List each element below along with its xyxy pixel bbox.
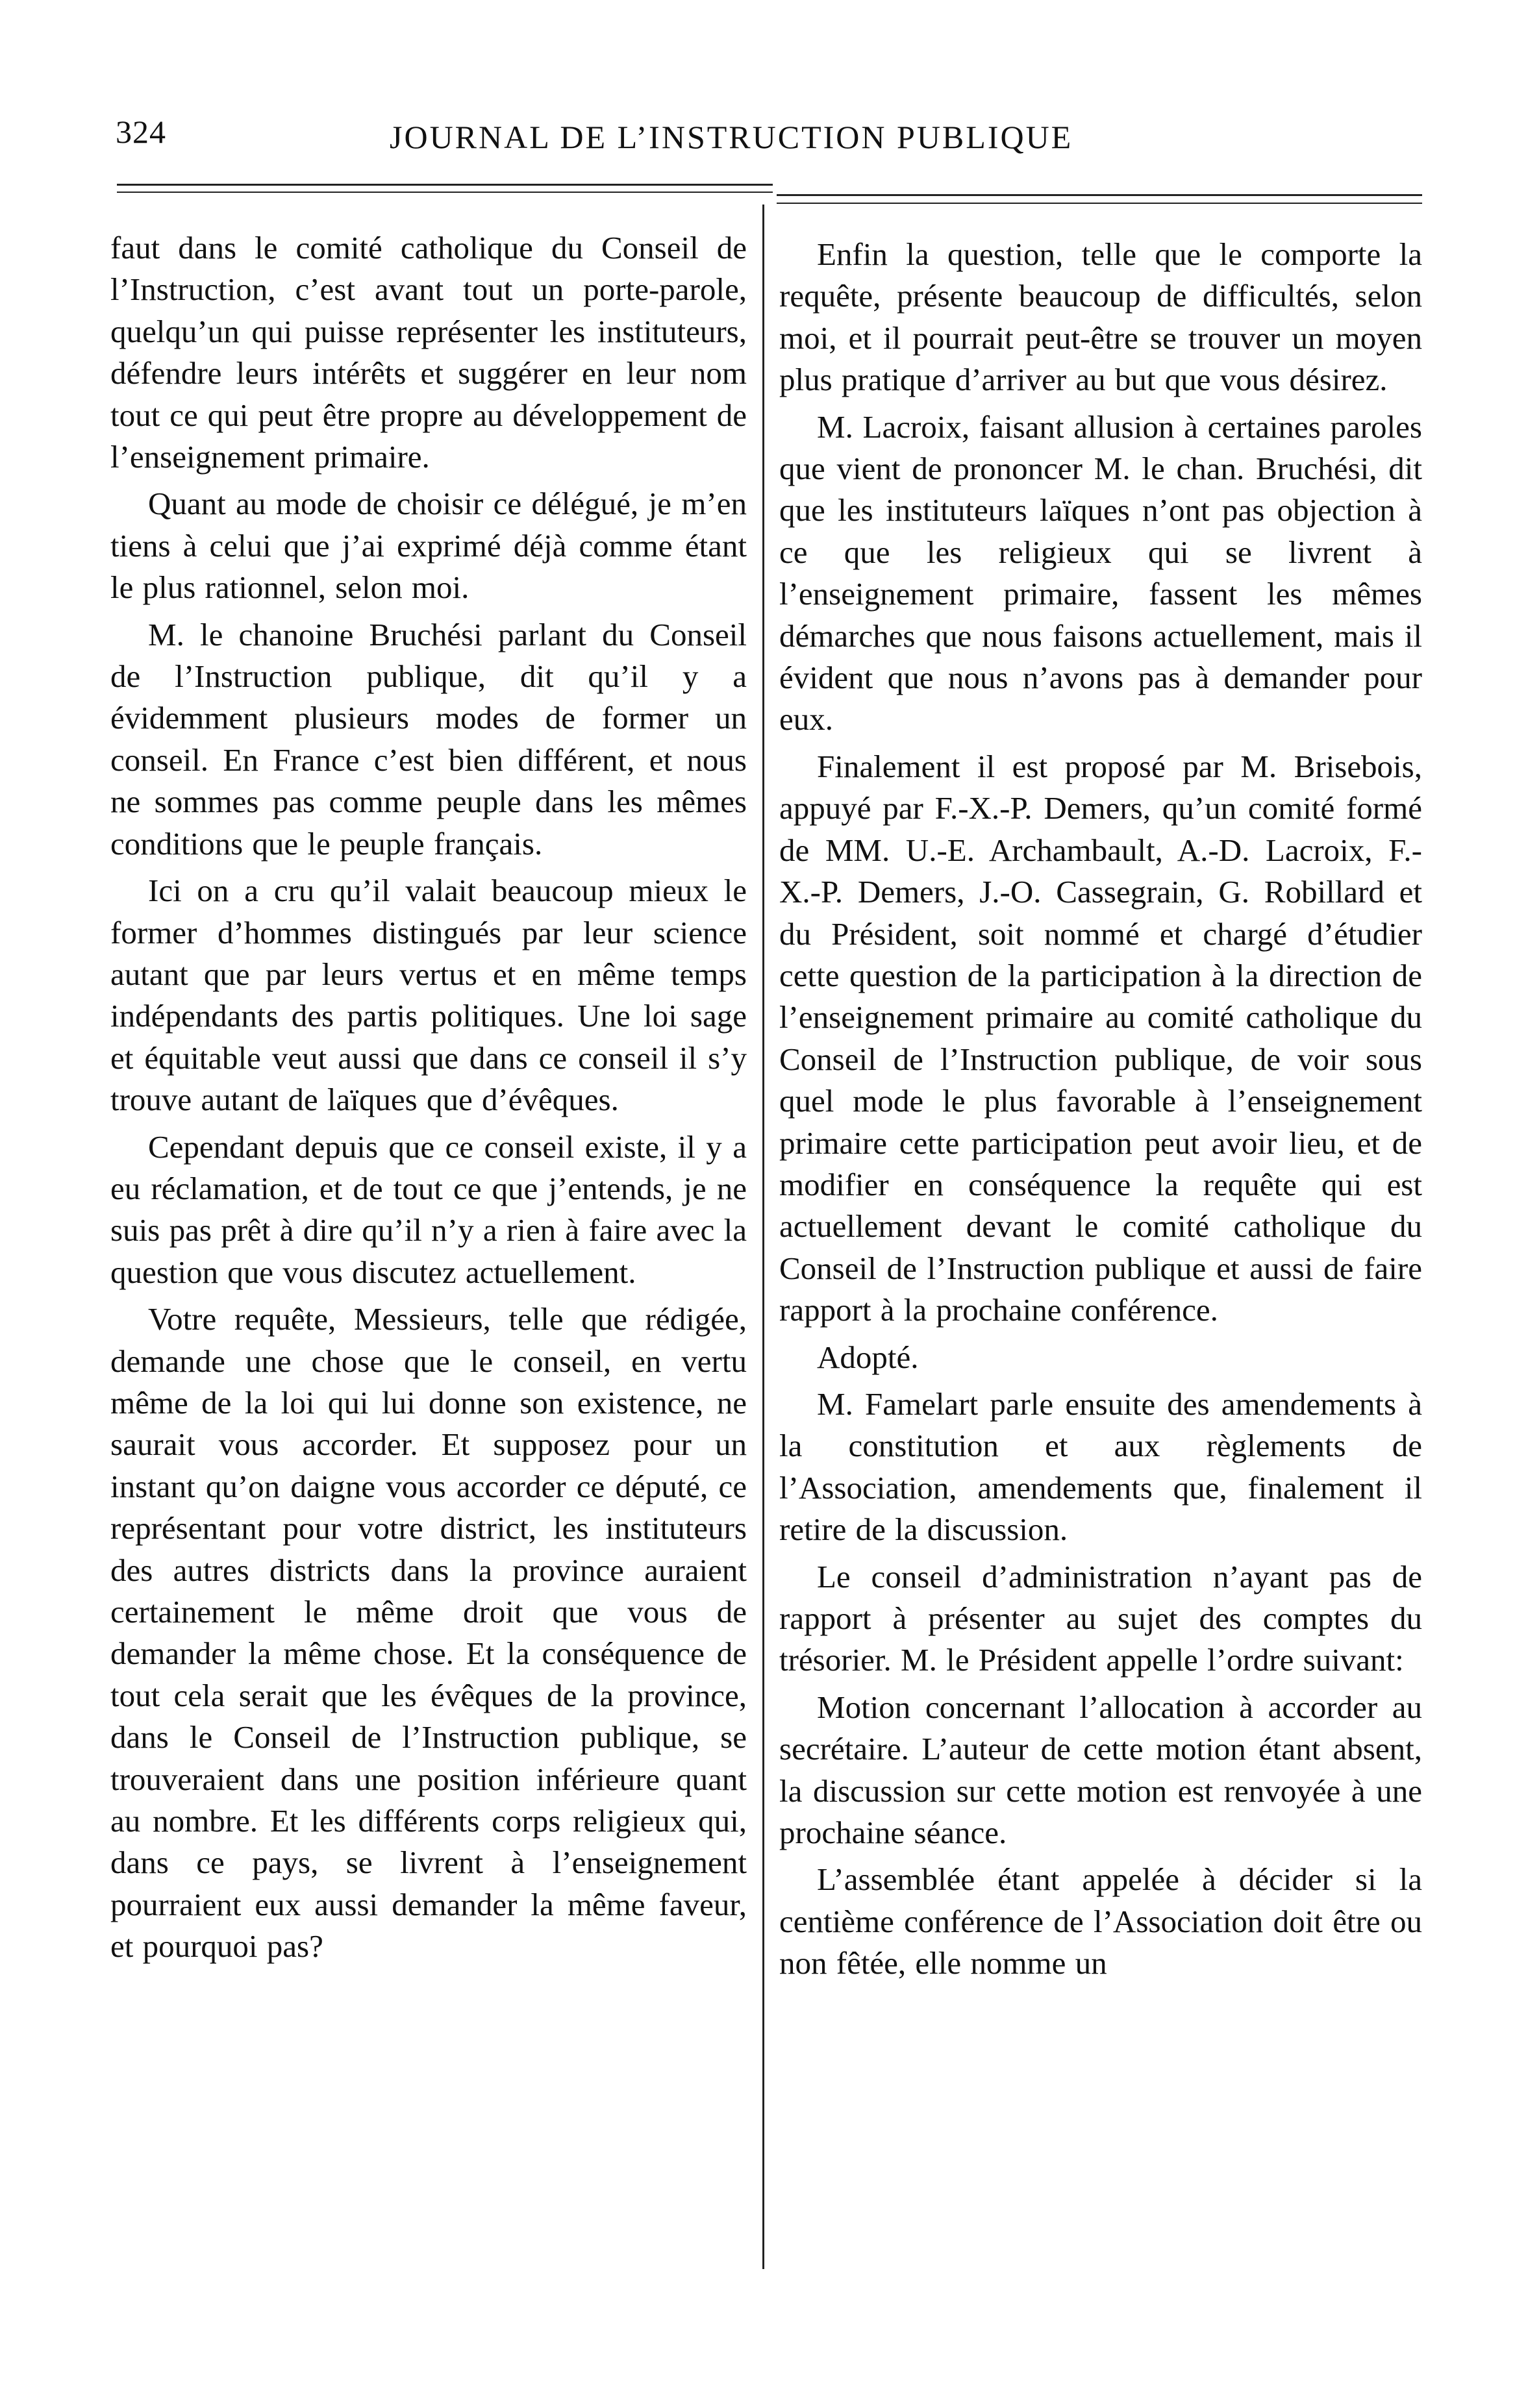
paragraph: Ici on a cru qu’il valait beaucoup mieux le former d’hommes distingués par leur science autant que par leurs vertus et en même temps indépendants des partis politiques. Une loi sage et équitable veut aussi que dans ce conseil il s’y trouve autant de laïques que d’évêques. <box>110 873 747 1118</box>
paragraph: Finalement il est proposé par M. Brisebois, appuyé par F.-X.-P. Demers, qu’un comité formé de MM. U.-E. Archambault, A.-D. Lacroix, F.-X.-P. Demers, J.-O. Cassegrain, G. Robillard et du Président, soit nommé et chargé d’étudier cette question de la participation à la direction de l’enseignement primaire au comité catholique du Conseil de l’Instruction publique, de voir sous quel mode le plus favorable à l’enseignement primaire cette participation peut avoir lieu, et de modifier en conséquence la requête qui est actuellement devant le comité catholique du Conseil de l’Instruction publique et aussi de faire rapport à la prochaine conférence. <box>779 748 1422 1328</box>
paragraph: Quant au mode de choisir ce délégué, je m’en tiens à celui que j’ai exprimé déjà comme étant le plus rationnel, selon moi. <box>110 486 747 606</box>
paragraph: Le conseil d’administration n’ayant pas de rapport à présenter au sujet des comptes du trésorier. M. le Président appelle l’ordre suivant: <box>779 1558 1422 1678</box>
paragraph: Cependant depuis que ce conseil existe, il y a eu réclamation, et de tout ce que j’entends, je ne suis pas prêt à dire qu’il n’y a rien à faire avec la question que vous discutez actuellement. <box>110 1128 747 1290</box>
paragraph: Enfin la question, telle que le comporte la requête, présente beaucoup de difficultés, selon moi, et il pourrait peut-être se trouver un moyen plus pratique d’arriver au but que vous désirez. <box>779 236 1422 398</box>
paragraph: M. Lacroix, faisant allusion à certaines paroles que vient de prononcer M. le chan. Bruchési, dit que les instituteurs laïques n’ont pas objection à ce que les religieux qui se livrent à l’enseignement primaire, fassent les mêmes démarches que nous faisons actuellement, mais il évident que nous n’avons pas à demander pour eux. <box>779 408 1422 738</box>
paragraph: Motion concernant l’allocation à accorder au secrétaire. L’auteur de cette motion étant absent, la discussion sur cette motion est renvoyée à une prochaine séance. <box>779 1689 1422 1851</box>
paragraph: L’assemblée étant appelée à décider si la centième conférence de l’Association doit être ou non fêtée, elle nomme un <box>779 1861 1422 1981</box>
running-title: JOURNAL DE L’INSTRUCTION PUBLIQUE <box>390 119 1073 155</box>
paragraph: M. le chanoine Bruchési parlant du Conseil de l’Instruction publique, dit qu’il y a évidemment plusieurs modes de former un conseil. En France c’est bien différent, et nous ne sommes pas comme peuple dans les mêmes conditions que le peuple français. <box>110 616 747 862</box>
header-rule <box>117 192 773 193</box>
paragraph: M. Famelart parle ensuite des amendements à la constitution et aux règlements de l’Association, amendements que, finalement il retire de la discussion. <box>779 1385 1422 1548</box>
right-column <box>779 234 1422 1990</box>
column-divider <box>762 205 764 2269</box>
paragraph: Adopté. <box>817 1339 919 1375</box>
page-number: 324 <box>116 114 166 150</box>
paragraph: faut dans le comité catholique du Conseil de l’Instruction, c’est avant tout un porte-parole, quelqu’un qui puisse représenter les instituteurs, défendre leurs intérêts et suggérer en leur nom tout ce qui peut être propre au développement de l’enseignement primaire. <box>110 230 747 475</box>
left-column <box>110 227 747 1973</box>
header-rule <box>777 194 1422 196</box>
paragraph: Votre requête, Messieurs, telle que rédigée, demande une chose que le conseil, en vertu même de la loi qui lui donne son existence, ne saurait vous accorder. Et supposez pour un instant qu’on daigne vous accorder ce député, ce représentant pour votre district, les instituteurs des autres districts dans la province auraient certainement le même droit que vous de demander la même chose. Et la conséquence de tout cela serait que les évêques de la province, dans le Conseil de l’Instruction publique, se trouveraient dans une position inférieure quant au nombre. Et les différents corps religieux qui, dans ce pays, se livrent à l’enseignement pourraient eux aussi demander la même faveur, et pourquoi pas? <box>110 1301 747 1965</box>
header-rule <box>777 203 1422 204</box>
header-rule <box>117 184 773 186</box>
